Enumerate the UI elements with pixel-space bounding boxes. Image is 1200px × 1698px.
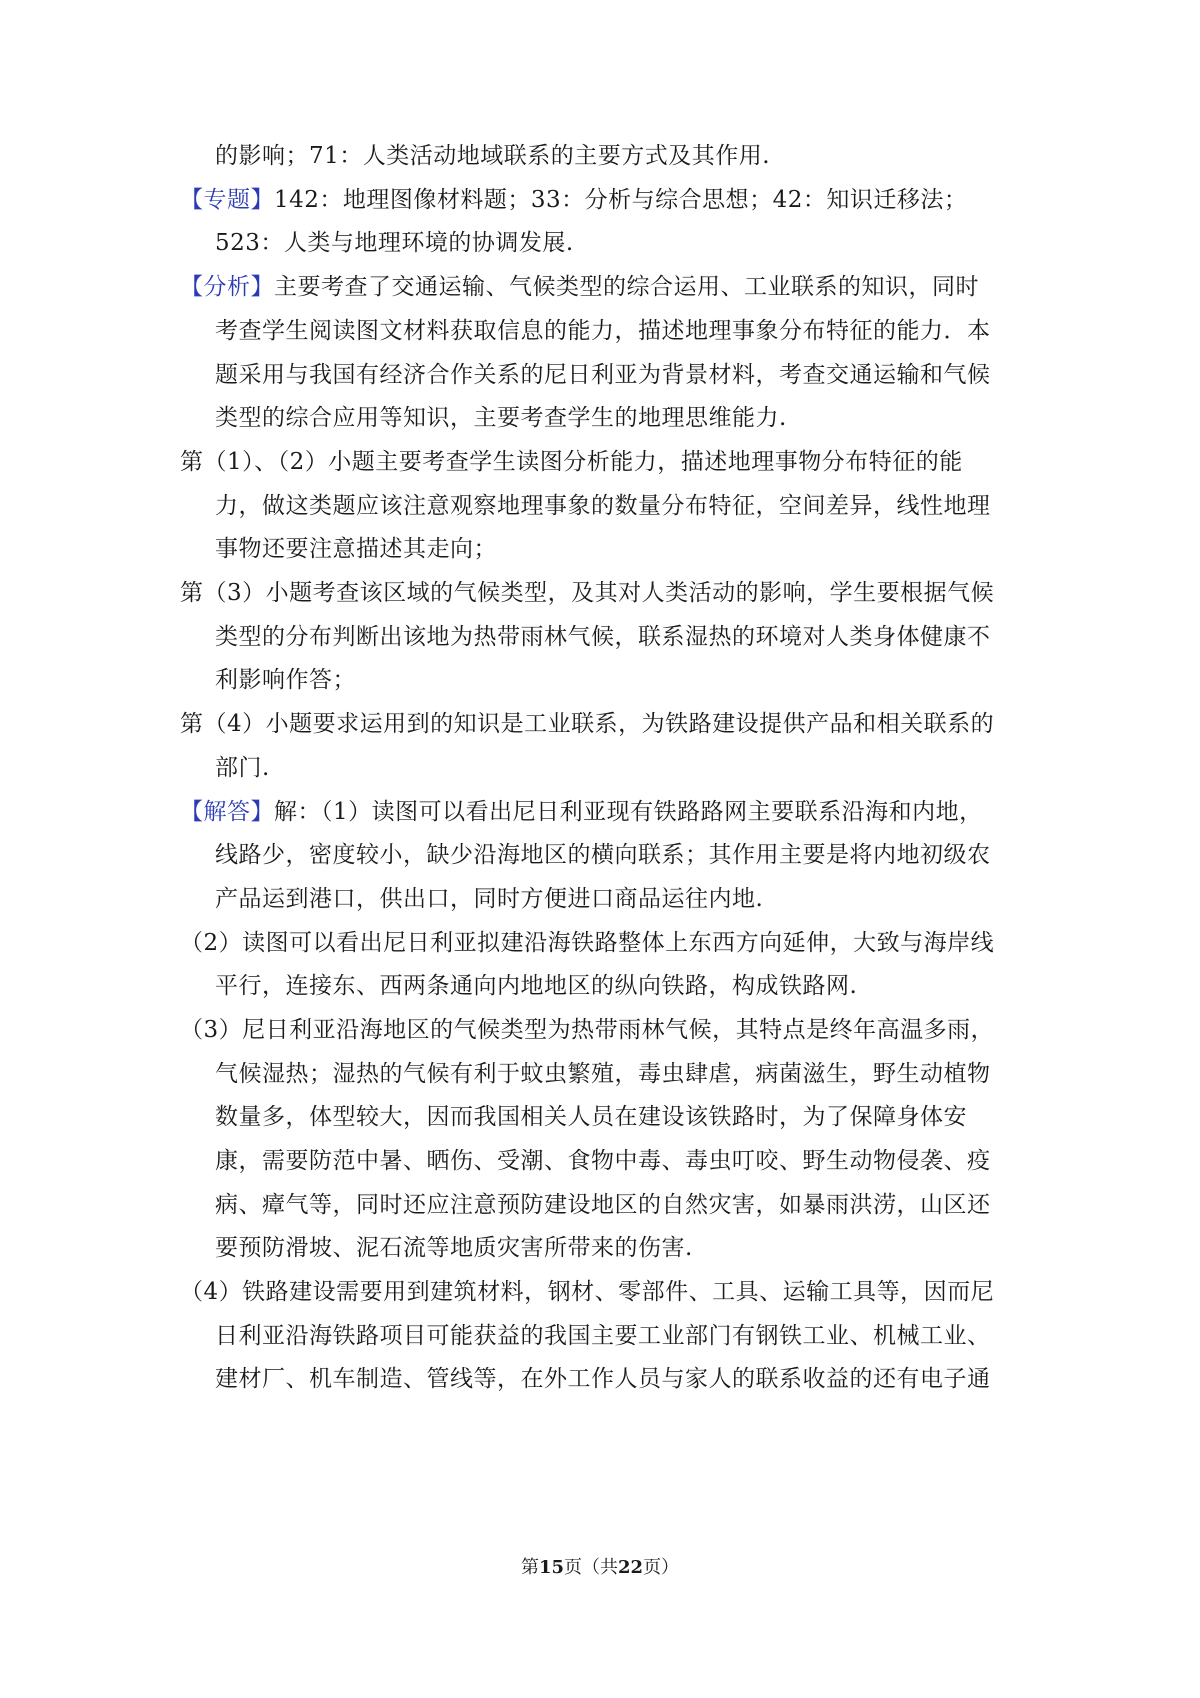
text-line: 523：人类与地理环境的协调发展. [215,230,574,256]
text-line: 题采用与我国有经济合作关系的尼日利亚为背景材料，考查交通运输和气候 [215,362,991,388]
text-line: 利影响作答； [215,667,356,693]
text-line: （3）尼日利亚沿海地区的气候类型为热带雨林气候，其特点是终年高温多雨， [180,1017,995,1043]
section-tag: 【分析】 [180,274,274,300]
page-total: 22 [618,1557,644,1578]
section-jieda [180,797,983,827]
text-line: 142：地理图像材料题；33：分析与综合思想；42：知识迁移法； [274,187,968,213]
page-footer [0,1556,1200,1580]
text-line: 类型的分布判断出该地为热带雨林气候，联系湿热的环境对人类身体健康不 [215,624,991,650]
section-zhuanti [180,185,967,215]
text-line: 解：（1）读图可以看出尼日利亚现有铁路路网主要联系沿海和内地， [274,799,983,825]
text-line: （4）铁路建设需要用到建筑材料，钢材、零部件、工具、运输工具等，因而尼 [180,1279,995,1305]
text-line: 第（4）小题要求运用到的知识是工业联系，为铁路建设提供产品和相关联系的 [180,711,995,737]
text-line: 第（3）小题考查该区域的气候类型，及其对人类活动的影响，学生要根据气候 [180,580,995,606]
text-line: 线路少，密度较小，缺少沿海地区的横向联系；其作用主要是将内地初级农 [215,842,991,868]
text-line: 气候湿热；湿热的气候有利于蚊虫繁殖，毒虫肆虐，病菌滋生，野生动植物 [215,1061,991,1087]
text-line: 要预防滑坡、泥石流等地质灾害所带来的伤害. [215,1235,693,1261]
text-line: 事物还要注意描述其走向； [215,536,497,562]
text-line: 建材厂、机车制造、管线等，在外工作人员与家人的联系收益的还有电子通 [215,1366,991,1392]
text-line: （2）读图可以看出尼日利亚拟建沿海铁路整体上东西方向延伸，大致与海岸线 [180,930,995,956]
text-line: 考查学生阅读图文材料获取信息的能力，描述地理事象分布特征的能力．本 [215,318,991,344]
text-line: 第（1）、（2）小题主要考查学生读图分析能力，描述地理事物分布特征的能 [180,449,963,475]
text-line: 数量多，体型较大，因而我国相关人员在建设该铁路时，为了保障身体安 [215,1104,967,1130]
text-line: 的影响；71：人类活动地域联系的主要方式及其作用. [215,143,771,169]
page-number: 15 [538,1557,564,1578]
footer-prefix: 第 [520,1557,539,1578]
section-tag: 【解答】 [180,799,274,825]
section-fenxi [180,272,979,302]
section-tag: 【专题】 [180,187,274,213]
text-line: 类型的综合应用等知识，主要考查学生的地理思维能力. [215,405,787,431]
text-line: 主要考查了交通运输、气候类型的综合运用、工业联系的知识，同时 [274,274,979,300]
text-line: 力，做这类题应该注意观察地理事象的数量分布特征，空间差异，线性地理 [215,493,991,519]
text-line: 病、瘴气等，同时还应注意预防建设地区的自然灾害，如暴雨洪涝，山区还 [215,1192,991,1218]
footer-mid: 页（共 [564,1557,618,1578]
footer-suffix: 页） [643,1557,680,1578]
text-line: 产品运到港口，供出口，同时方便进口商品运往内地. [215,886,764,912]
text-line: 平行，连接东、西两条通向内地地区的纵向铁路，构成铁路网. [215,973,858,999]
text-line: 康，需要防范中暑、晒伤、受潮、食物中毒、毒虫叮咬、野生动物侵袭、疫 [215,1148,991,1174]
text-line: 部门. [215,755,270,781]
text-line: 日利亚沿海铁路项目可能获益的我国主要工业部门有钢铁工业、机械工业、 [215,1323,991,1349]
